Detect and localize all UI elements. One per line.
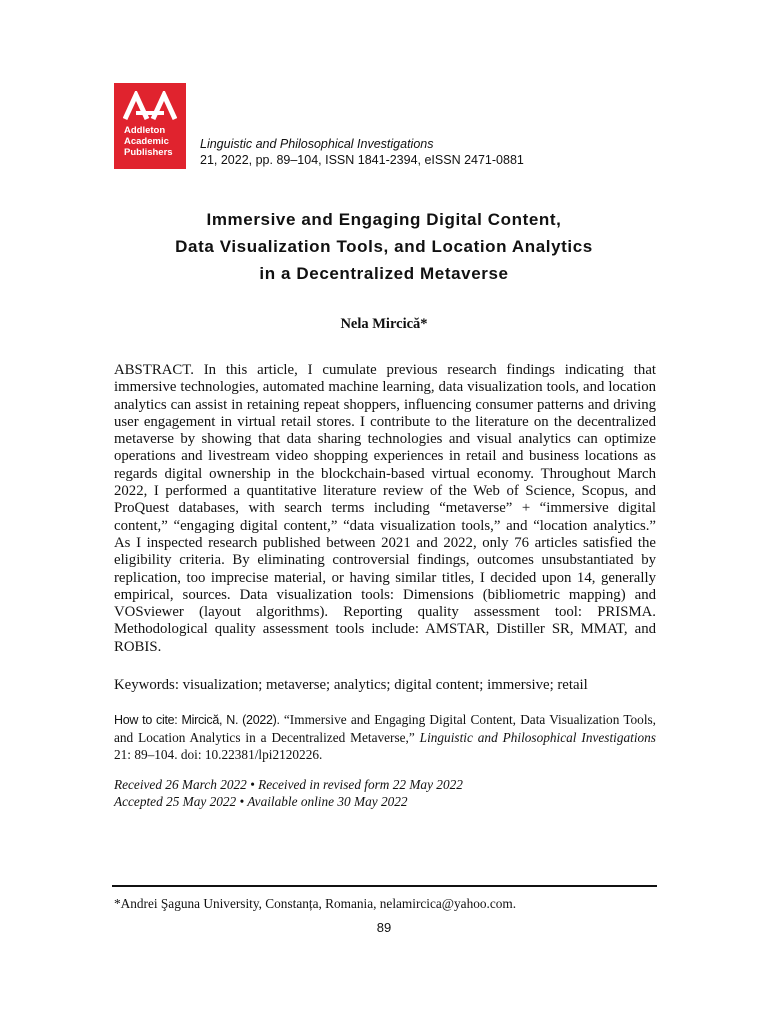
publisher-line-1: Addleton: [124, 125, 166, 136]
publisher-line-2: Academic: [124, 136, 169, 147]
footnote-divider: [112, 885, 657, 887]
abstract: ABSTRACT. In this article, I cumulate previous research findings indicating that immersive technologies, automated machine learning, data visualization tools, and location analytics can assist in retaining repeat shoppers, influencing consumer patterns and driving user engagement in virtual retail stores. I contribute to the literature on the decentralized metaverse by showing that data sharing technologies and visual analytics can optimize operations and livestream video shopping experiences in retail and business locations as regards digital ownership in the blockchain-based virtual economy. Throughout March 2022, I performed a quantitative literature review of the Web of Science, Scopus, and ProQuest databases, with search terms including “metaverse” + “immersive digital content,” “engaging digital content,” “data visualization tools,” and “location analytics.” As I inspected research published between 2021 and 2022, only 76 articles satisfied the eligibility criteria. By eliminating controversial findings, outcomes unsubstantiated by replication, too imprecise material, or having similar titles, I decided upon 14, generally empirical, sources. Data visualization tools: Dimensions (bibliometric mapping) and VOSviewer (layout algorithms). Reporting quality assessment tool: PRISMA. Methodological quality assessment tools include: AMSTAR, Distiller SR, MMAT, and ROBIS.: [114, 362, 656, 655]
keywords: Keywords: visualization; metaverse; analytics; digital content; immersive; retail: [114, 677, 588, 693]
dates-line-1: Received 26 March 2022 • Received in revised form 22 May 2022: [114, 777, 463, 792]
publisher-name: [124, 125, 173, 158]
citation: [114, 711, 656, 763]
article-title: [0, 206, 768, 287]
citation-lead: How to cite: Mircică, N. (2022).: [114, 713, 280, 727]
publisher-logo-icon: [123, 91, 177, 121]
title-line-2: Data Visualization Tools, and Location Analytics: [175, 237, 593, 256]
author-name: Nela Mircică*: [340, 316, 428, 332]
publication-dates: [114, 776, 656, 810]
publisher-logo: [114, 83, 186, 169]
publisher-line-3: Publishers: [124, 147, 173, 158]
journal-name: Linguistic and Philosophical Investigations: [200, 137, 434, 151]
journal-header: [200, 136, 524, 168]
page-number: 89: [376, 920, 392, 935]
citation-text: “Immersive and Engaging Digital Content, Data Visualization Tools, and Location Analytics in a Decentralized Metaverse,”: [114, 712, 657, 745]
citation-tail: 21: 89–104. doi: 10.22381/lpi2120226.: [114, 747, 323, 762]
journal-details: 21, 2022, pp. 89–104, ISSN 1841-2394, eISSN 2471-0881: [200, 153, 524, 167]
title-line-3: in a Decentralized Metaverse: [259, 264, 509, 283]
dates-line-2: Accepted 25 May 2022 • Available online 30 May 2022: [114, 794, 408, 809]
title-line-1: Immersive and Engaging Digital Content,: [206, 210, 562, 229]
author-affiliation-footnote: *Andrei Şaguna University, Constanța, Romania, nelamircica@yahoo.com.: [114, 896, 517, 911]
citation-journal: Linguistic and Philosophical Investigations: [419, 730, 656, 745]
